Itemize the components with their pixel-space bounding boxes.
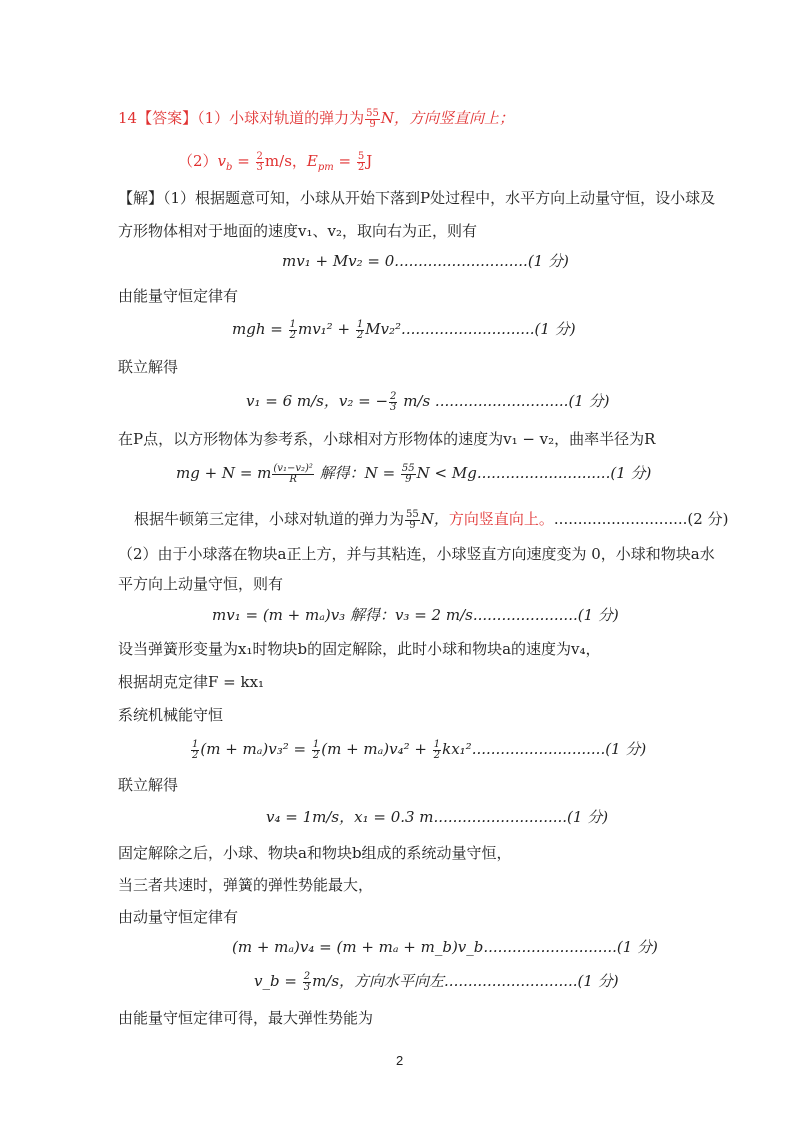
fraction: $\frac{1}{2}$ — [312, 738, 320, 761]
fraction: $\frac{1}{2}$ — [356, 318, 364, 341]
result-velocities: v₁ = 6 m/s，v₂ = − $\frac{2}{3}$ m/s ............................(1 分) — [246, 390, 610, 413]
text-reference-frame: 在P点，以方形物体为参考系，小球相对方形物体的速度为v₁ − v₂，曲率半径为R — [118, 430, 656, 448]
fraction: $\frac{2}{3}$ — [390, 390, 397, 413]
answer-1-tail: N，方向竖直向上； — [380, 109, 515, 127]
text-common-velocity: 当三者共速时，弹簧的弹性势能最大， — [118, 876, 374, 894]
text-momentum-law: 由动量守恒定律有 — [118, 908, 239, 926]
result-vb: v_b = $\frac{2}{3}$ m/s，方向水平向左............................(1 分) — [254, 970, 619, 993]
answer-line-1 — [118, 107, 514, 130]
text-max-elastic-energy: 由能量守恒定律可得，最大弹性势能为 — [118, 1009, 374, 1027]
equation-energy: mgh = $\frac{1}{2}$ mv₁² + $\frac{1}{2}$ Mv₂²............................(1 分) — [232, 318, 576, 341]
fraction: $\frac{5}{2}$ — [357, 150, 365, 173]
text-hooke-law: 根据胡克定律F = kx₁ — [118, 673, 265, 691]
fraction: $\frac{1}{2}$ — [192, 738, 199, 761]
fraction: $\frac{55}{9}$ — [406, 508, 419, 531]
text-energy-conservation: 系统机械能守恒 — [118, 706, 224, 724]
equation-momentum: mv₁ + Mv₂ = 0............................(1 分) — [282, 252, 569, 270]
equation-common-velocity: (m + mₐ)v₄ = (m + mₐ + m_b)v_b............................(1 分) — [232, 938, 658, 956]
fraction: $\frac{2}{3}$ — [303, 970, 311, 993]
answer-line-2: $(2)v_b$ = $\frac{2}{3}$ m/s，$E_{pm}$ = $\frac{5}{2}$ J — [178, 150, 373, 173]
equation-mechanical-energy: $\frac{1}{2}$ (m + mₐ)v₃² = $\frac{1}{2}$ (m + mₐ)v₄² + $\frac{1}{2}$ kx₁²............................(1 分) — [192, 738, 647, 761]
fraction: $\frac{\text{(v₁−v₂)²}}{R}$ — [273, 462, 313, 485]
fraction: $\frac{1}{2}$ — [289, 318, 296, 341]
text-solve-1: 联立解得 — [118, 358, 179, 376]
solution-part-2-line-1: （2）由于小球落在物块a正上方，并与其粘连，小球竖直方向速度变为 0，小球和物块a水 — [118, 545, 715, 563]
fraction: $\frac{55}{9}$ — [401, 462, 415, 485]
fraction: $\frac{2}{3}$ — [256, 150, 263, 173]
solution-line-1: 【解】（1）根据题意可知，小球从开始下落到P处过程中，水平方向上动量守恒，设小球及 — [118, 189, 716, 207]
text-energy-law: 由能量守恒定律有 — [118, 287, 239, 305]
result-v4-x1: v₄ = 1m/s，x₁ = 0.3 m............................(1 分) — [266, 808, 609, 826]
text-spring-deformation: 设当弹簧形变量为x₁时物块b的固定解除，此时小球和物块a的速度为v₄， — [118, 640, 601, 658]
text-newton-third-law: 根据牛顿第三定律，小球对轨道的弹力为 $\frac{55}{9}$ N，方向竖直向上。............................(2 分) — [134, 508, 729, 531]
equation-normal-force: mg + N = m $\frac{\text{(v₁−v₂)²}}{R}$ 解得：N = $\frac{55}{9}$ N < Mg............................(1 分) — [176, 462, 652, 485]
fraction: $\frac{1}{2}$ — [433, 738, 441, 761]
answer-label: 14【答案】 — [118, 109, 198, 127]
solution-part-2-line-2: 平方向上动量守恒，则有 — [118, 575, 284, 593]
text-solve-2: 联立解得 — [118, 776, 179, 794]
solution-line-2: 方形物体相对于地面的速度v₁、v₂，取向右为正，则有 — [118, 222, 477, 240]
equation-collision: mv₁ = (m + mₐ)v₃ 解得：v₃ = 2 m/s......................(1 分) — [212, 606, 619, 624]
fraction: $\frac{55}{9}$ — [366, 107, 379, 130]
page-number: 2 — [396, 1053, 404, 1068]
answer-1-text: （1）小球对轨道的弹力为 — [197, 109, 365, 127]
text-after-release: 固定解除之后，小球、物块a和物块b组成的系统动量守恒， — [118, 844, 512, 862]
